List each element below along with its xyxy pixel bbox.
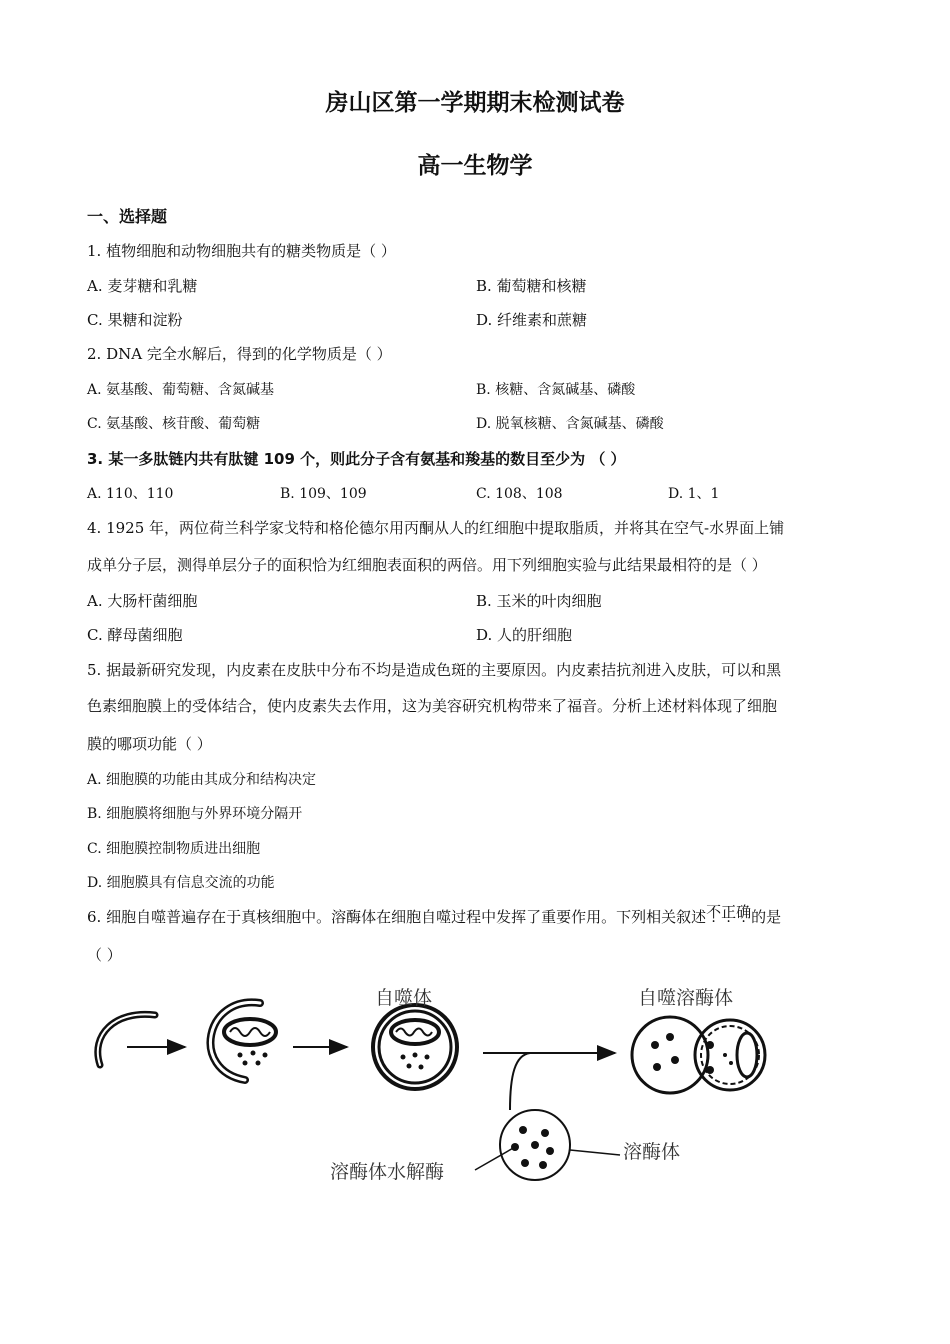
question-6-stem	[87, 903, 782, 927]
q2-option-a: A. 氨基酸、葡萄糖、含氮碱基	[87, 382, 275, 398]
question-5-stem-line-3: 膜的哪项功能（ ）	[87, 735, 212, 753]
q2-option-d: D. 脱氧核糖、含氮碱基、磷酸	[476, 416, 664, 432]
q5-option-b: B. 细胞膜将细胞与外界环境分隔开	[87, 806, 303, 822]
question-5-stem-line-2: 色素细胞膜上的受体结合，使内皮素失去作用，这为美容研究机构带来了福音。分析上述材料体现了细胞	[87, 697, 778, 715]
emphasis-char: 确	[736, 903, 752, 921]
q3-option-b: B. 109、109	[280, 486, 367, 502]
q4-option-b: B. 玉米的叶肉细胞	[476, 592, 602, 610]
q6-stem-suffix: 的是	[751, 908, 782, 926]
section-heading: 一、选择题	[87, 207, 168, 226]
exam-subject: 高一生物学	[417, 153, 533, 179]
question-5-stem-line-1: 5. 据最新研究发现，内皮素在皮肤中分布不均是造成色斑的主要原因。内皮素拮抗剂进入皮肤，可以和黑	[87, 661, 782, 679]
question-4-stem-line-2: 成单分子层，测得单层分子的面积恰为红细胞表面积的两倍。用下列细胞实验与此结果最相符的是（ ）	[87, 556, 767, 574]
q4-option-d: D. 人的肝细胞	[476, 626, 573, 644]
label-autophagosome: 自噬体	[375, 987, 433, 1009]
lysosome	[500, 1110, 570, 1180]
q5-option-d: D. 细胞膜具有信息交流的功能	[87, 875, 275, 891]
autophagosome	[373, 1005, 457, 1089]
emphasis-char: 不	[706, 903, 722, 921]
q5-option-c: C. 细胞膜控制物质进出细胞	[87, 841, 261, 857]
q1-option-c: C. 果糖和淀粉	[87, 311, 183, 329]
q4-option-c: C. 酵母菌细胞	[87, 626, 183, 644]
isolation-membrane	[210, 1002, 276, 1080]
question-3-stem: 3. 某一多肽链内共有肽键 109 个，则此分子含有氨基和羧基的数目至少为 （ ）	[87, 450, 626, 468]
q6-stem-prefix: 6. 细胞自噬普遍存在于真核细胞中。溶酶体在细胞自噬过程中发挥了重要作用。下列相关叙述	[87, 908, 707, 926]
q3-option-c: C. 108、108	[476, 486, 563, 502]
q2-option-c: C. 氨基酸、核苷酸、葡萄糖	[87, 416, 261, 432]
q3-option-d: D. 1、1	[668, 486, 720, 502]
q2-option-b: B. 核糖、含氮碱基、磷酸	[476, 382, 636, 398]
autolysosome	[632, 1017, 765, 1093]
question-4-stem-line-1: 4. 1925 年，两位荷兰科学家戈特和格伦德尔用丙酮从人的红细胞中提取脂质，并将其在空气-水界面上铺	[87, 519, 785, 537]
label-lysosome: 溶酶体	[623, 1141, 681, 1163]
label-autolysosome: 自噬溶酶体	[638, 987, 734, 1009]
autophagy-diagram	[85, 975, 785, 1200]
q1-option-a: A. 麦芽糖和乳糖	[87, 277, 198, 295]
q3-option-a: A. 110、110	[87, 486, 174, 502]
q5-option-a: A. 细胞膜的功能由其成分和结构决定	[87, 772, 317, 788]
question-6-stem-line-2: （ ）	[87, 946, 122, 964]
q4-option-a: A. 大肠杆菌细胞	[87, 592, 198, 610]
q1-option-b: B. 葡萄糖和核糖	[476, 277, 587, 295]
emphasis-char: 正	[721, 903, 737, 921]
question-2-stem: 2. DNA 完全水解后，得到的化学物质是（ ）	[87, 345, 392, 363]
question-1-stem: 1. 植物细胞和动物细胞共有的糖类物质是（ ）	[87, 242, 396, 260]
q1-option-d: D. 纤维素和蔗糖	[476, 311, 588, 329]
label-lysosomal-hydrolase: 溶酶体水解酶	[330, 1161, 445, 1183]
exam-title: 房山区第一学期期末检测试卷	[325, 90, 625, 116]
phagophore-crescent	[98, 1014, 155, 1065]
